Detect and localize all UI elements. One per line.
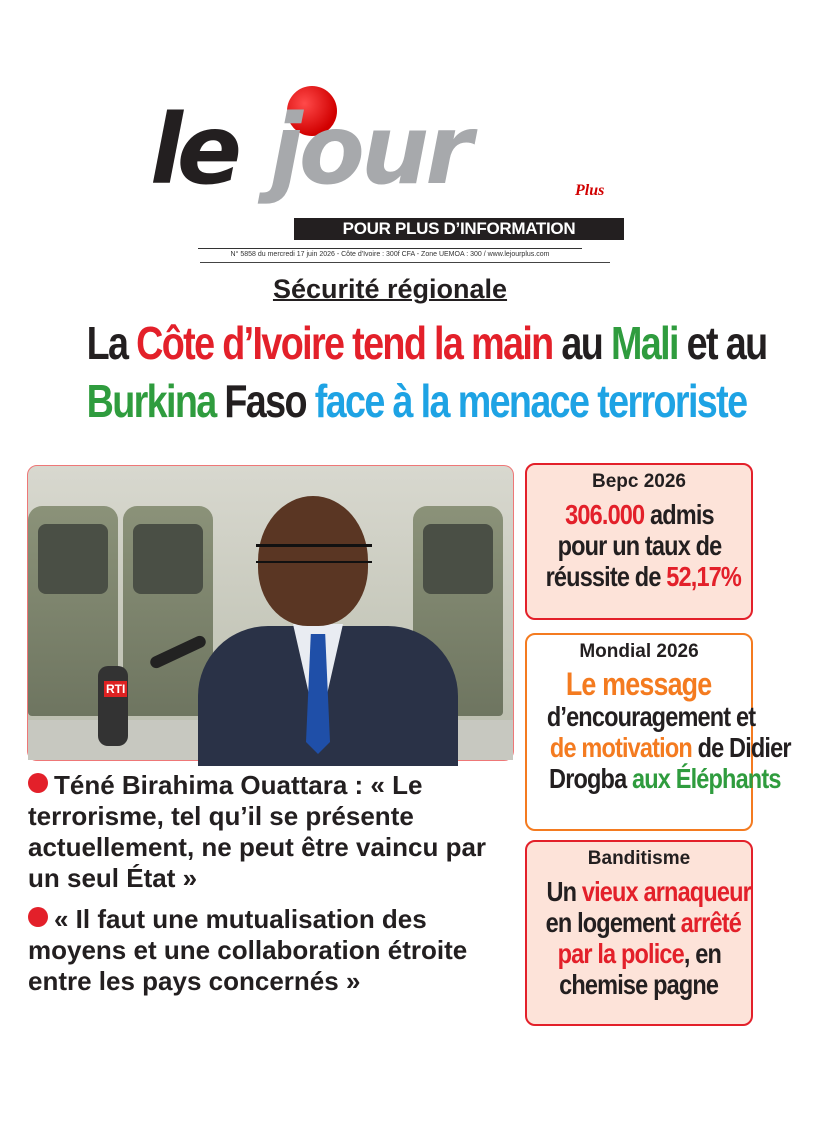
headline-part: Mali <box>610 317 678 369</box>
headline-kicker <box>0 274 780 305</box>
bullet-text: « Il faut une mutualisation des moyens et une collaboration étroite entre les pays concernés » <box>28 904 468 996</box>
teaser-body <box>527 499 751 592</box>
article-bullets <box>28 770 518 1007</box>
teaser-part: vieux arnaqueur <box>581 876 751 907</box>
teaser-body <box>527 876 751 1000</box>
teaser-body <box>527 666 791 794</box>
headline-line-1 <box>86 314 767 372</box>
teaser-part: Un <box>546 876 582 907</box>
photo-speaker-at-podium[interactable] <box>27 465 514 761</box>
teaser-part: réussite de <box>545 561 667 592</box>
teaser-part: pour un taux de <box>557 530 721 561</box>
teaser-kicker: Mondial 2026 <box>579 641 699 662</box>
bullet-item <box>28 770 518 894</box>
tagline: POUR PLUS D’INFORMATION <box>294 218 624 240</box>
bullet-text: Téné Birahima Ouattara : « Le terrorisme, tel qu’il se présente actuellement, ne peut être vaincu par un seul État » <box>28 770 487 893</box>
logo-le: le <box>150 94 237 206</box>
teaser-part: d’encouragement et <box>546 701 756 732</box>
issue-info: N° 5858 du mercredi 17 juin 2026 - Côte d'Ivoire : 300f CFA - Zone UEMOA : 300 / www.lejourplus.com <box>198 248 582 260</box>
headline-part: Côte d’Ivoire tend la main <box>136 317 553 369</box>
masthead <box>150 80 630 270</box>
teaser-bepc[interactable] <box>525 463 753 620</box>
bullet-item <box>28 904 518 997</box>
teaser-part: 306.000 <box>564 499 644 530</box>
teaser-part: arrêté <box>680 907 741 938</box>
mic-label: RTI <box>106 682 126 696</box>
main-headline[interactable] <box>20 314 767 430</box>
bullet-dot-icon <box>28 773 48 793</box>
teaser-part: admis <box>643 499 714 530</box>
kicker-text: Sécurité régionale <box>272 274 508 304</box>
headline-part: Faso <box>215 375 315 427</box>
teaser-part: en logement <box>545 907 681 938</box>
microphone-icon <box>98 666 128 746</box>
teaser-part: aux Éléphants <box>632 763 781 794</box>
headline-part: et au <box>677 317 767 369</box>
headline-part: La <box>86 317 137 369</box>
teaser-part: de motivation <box>549 732 692 763</box>
teaser-banditisme[interactable] <box>525 840 753 1026</box>
teaser-part: chemise pagne <box>559 969 719 1000</box>
teaser-kicker: Bepc 2026 <box>591 471 686 492</box>
teaser-part: par la police <box>557 938 684 969</box>
headline-part: au <box>552 317 611 369</box>
speaker-figure <box>198 496 458 760</box>
teaser-part: de Didier <box>691 732 791 763</box>
teaser-part: , en <box>683 938 721 969</box>
teaser-part: Drogba <box>549 763 633 794</box>
headline-part: Burkina <box>86 375 216 427</box>
headline-line-2 <box>86 372 747 430</box>
masthead-divider <box>200 262 610 263</box>
logo-jour: jour <box>270 94 469 206</box>
teaser-part: 52,17% <box>666 561 742 592</box>
headline-part: face à la menace terroriste <box>314 375 747 427</box>
logo-plus: Plus <box>575 182 605 199</box>
glasses-shape <box>256 544 372 563</box>
bullet-dot-icon <box>28 907 48 927</box>
teaser-kicker: Banditisme <box>587 848 691 869</box>
teaser-mondial[interactable] <box>525 633 791 831</box>
teaser-part: Le message <box>566 666 712 702</box>
